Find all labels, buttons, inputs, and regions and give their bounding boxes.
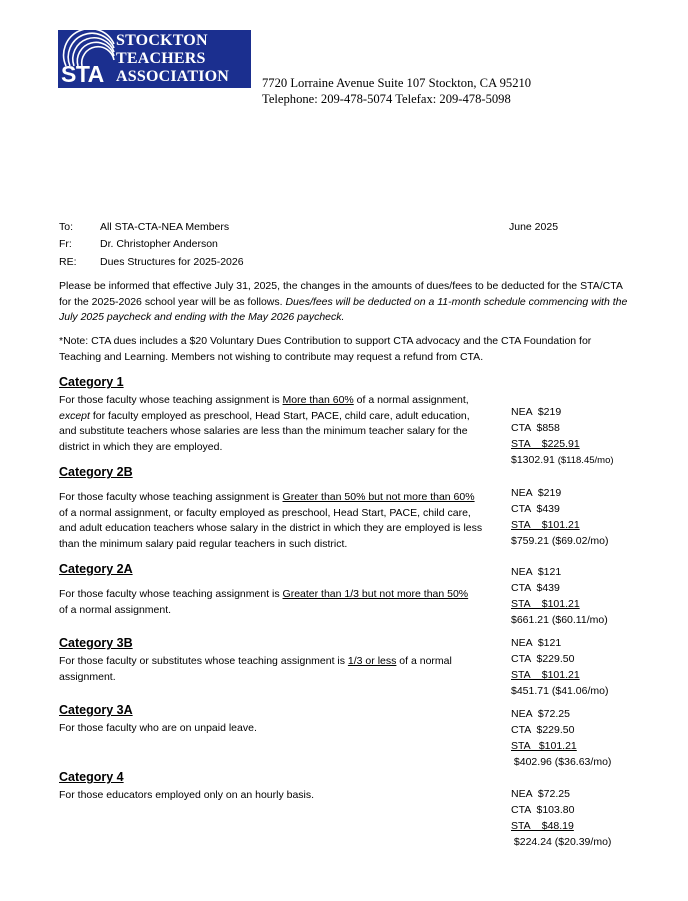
cta-amount: CTA $229.50 bbox=[511, 724, 575, 736]
from-value: Dr. Christopher Anderson bbox=[100, 238, 218, 250]
logo-line-2: TEACHERS bbox=[116, 50, 206, 67]
total-amount: $759.21 ($69.02/mo) bbox=[511, 535, 609, 547]
text-run: of a normal assignment, or faculty employed as preschool, Head Start, PACE, child care, and adult education teachers whose salary in the district in which they are employed is less than the minimum salary paid regular teachers in such district. bbox=[59, 506, 483, 550]
text-run: for faculty employed as preschool, Head Start, PACE, child care, adult education, and substitute teachers whose salaries are less than the minimum teacher salary for the district in which they are employed. bbox=[59, 409, 470, 453]
text-run: of a normal assignment, bbox=[353, 394, 469, 406]
sta-amount: STA $101.21 bbox=[511, 598, 580, 610]
category-3b-text bbox=[59, 654, 484, 685]
sta-logo bbox=[58, 30, 251, 88]
category-1-title: Category 1 bbox=[59, 375, 124, 389]
cta-amount: CTA $229.50 bbox=[511, 653, 575, 665]
re-label: RE: bbox=[59, 256, 77, 268]
nea-amount: NEA $121 bbox=[511, 637, 562, 649]
total-value: $1302.91 bbox=[511, 454, 555, 466]
text-run: of a normal assignment. bbox=[59, 603, 172, 616]
text-run: For those faculty whose teaching assignment is bbox=[59, 491, 283, 503]
total-amount bbox=[511, 452, 614, 469]
to-label: To: bbox=[59, 221, 74, 233]
sta-amount: STA $101.21 bbox=[511, 669, 580, 681]
text-run: of a normal assignment. bbox=[59, 655, 452, 683]
note-paragraph: *Note: CTA dues includes a $20 Voluntary Dues Contribution to support CTA advocacy and the CTA Foundation for Teaching and Learning. Members not wishing to contribute may request a refund from CTA. bbox=[59, 335, 592, 363]
to-value: All STA-CTA-NEA Members bbox=[100, 221, 230, 233]
cta-amount: CTA $103.80 bbox=[511, 804, 575, 816]
nea-amount: NEA $72.25 bbox=[511, 788, 570, 800]
category-2a-dues bbox=[511, 564, 608, 628]
intro-paragraph bbox=[59, 279, 629, 326]
text-run-underlined: 1/3 or less bbox=[347, 655, 397, 667]
category-2b-text bbox=[59, 490, 484, 552]
cta-amount: CTA $858 bbox=[511, 422, 560, 434]
total-amount: $224.24 ($20.39/mo) bbox=[511, 836, 612, 848]
monthly-value: ($118.45/mo) bbox=[557, 455, 614, 466]
category-3b-title: Category 3B bbox=[59, 636, 133, 650]
category-3b-dues bbox=[511, 635, 608, 699]
category-2b-title: Category 2B bbox=[59, 465, 133, 479]
re-value: Dues Structures for 2025-2026 bbox=[100, 256, 244, 268]
sta-amount: STA $48.19 bbox=[511, 820, 574, 832]
category-4-text: For those educators employed only on an hourly basis. bbox=[59, 789, 315, 801]
sta-amount: STA $101.21 bbox=[511, 519, 580, 531]
total-amount: $661.21 ($60.11/mo) bbox=[511, 614, 608, 626]
cta-amount: CTA $439 bbox=[511, 503, 560, 515]
logo-line-1: STOCKTON bbox=[116, 32, 208, 49]
text-run: For those faculty whose teaching assignment is bbox=[59, 588, 283, 600]
category-1-text bbox=[59, 393, 474, 455]
total-amount: $402.96 ($36.63/mo) bbox=[511, 756, 612, 768]
address-phone: Telephone: 209-478-5074 Telefax: 209-478-5098 bbox=[262, 92, 511, 106]
category-4-title: Category 4 bbox=[59, 770, 124, 784]
category-3a-text: For those faculty who are on unpaid leave. bbox=[59, 722, 257, 734]
category-1-dues bbox=[511, 404, 614, 469]
category-4-dues bbox=[511, 786, 611, 850]
intro-text: Please be informed that effective July 31, 2025, the changes in the amounts of dues/fees to be deducted for the STA/CTA for the 2025-2026 school year will be as follows. bbox=[59, 280, 623, 308]
logo-line-3: ASSOCIATION bbox=[116, 68, 230, 85]
category-3a-title: Category 3A bbox=[59, 703, 133, 717]
text-run-underlined: More than 60% bbox=[282, 394, 354, 406]
nea-amount: NEA $219 bbox=[511, 406, 562, 418]
from-label: Fr: bbox=[59, 238, 72, 250]
text-run: whose teaching assignment is bbox=[202, 655, 348, 667]
text-run: For those faculty or bbox=[59, 655, 152, 667]
nea-amount: NEA $72.25 bbox=[511, 708, 570, 720]
cta-amount: CTA $439 bbox=[511, 582, 560, 594]
text-run: For those faculty whose teaching assignment is bbox=[59, 394, 283, 406]
nea-amount: NEA $219 bbox=[511, 487, 562, 499]
intro-italic: Dues/fees will be deducted on a 11-month schedule commencing with the July 2025 paycheck and ending with the May 2026 paycheck. bbox=[59, 295, 628, 323]
sta-amount: STA $225.91 bbox=[511, 438, 580, 450]
address-street: 7720 Lorraine Avenue Suite 107 Stockton, CA 95210 bbox=[262, 76, 532, 90]
text-run-italic: except bbox=[59, 409, 90, 422]
text-run-bold: substitutes bbox=[151, 655, 202, 667]
text-run-underlined: Greater than 1/3 but not more than 50% bbox=[282, 588, 469, 600]
total-amount: $451.71 ($41.06/mo) bbox=[511, 685, 609, 697]
sta-amount: STA $101.21 bbox=[511, 740, 577, 752]
memo-date: June 2025 bbox=[509, 221, 559, 233]
text-run-underlined: Greater than 50% but not more than 60% bbox=[282, 491, 475, 503]
category-2b-dues bbox=[511, 485, 608, 549]
category-3a-dues bbox=[511, 706, 611, 770]
category-2a-text bbox=[59, 587, 479, 618]
nea-amount: NEA $121 bbox=[511, 566, 562, 578]
category-2a-title: Category 2A bbox=[59, 562, 133, 576]
logo-abbr: STA bbox=[61, 61, 104, 87]
